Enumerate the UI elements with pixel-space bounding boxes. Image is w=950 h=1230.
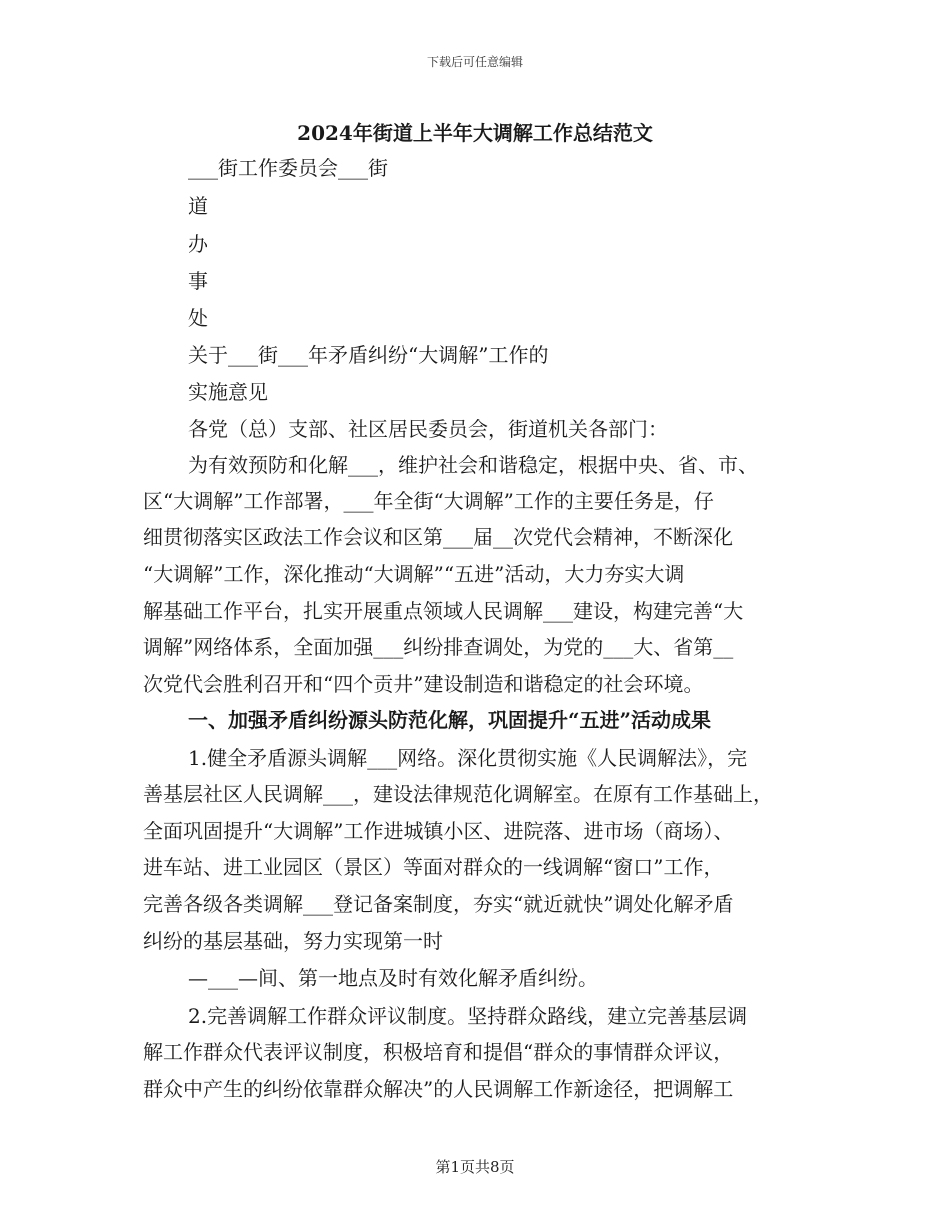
page-footer: 第1页共8页: [435, 1158, 515, 1176]
paragraph-line: 调解”网络体系，全面加强___纠纷排查调处，为党的___大、省第__: [143, 635, 734, 659]
paragraph-line: 次党代会胜利召开和“四个贡井”建设制造和谐稳定的社会环境。: [143, 672, 704, 696]
paragraph-line: 解基础工作平台，扎实开展重点领域人民调解___建设，构建完善“大: [143, 599, 744, 623]
paragraph-line: 区“大调解”工作部署，___年全街“大调解”工作的主要任务是，仔: [143, 489, 714, 513]
body-line: 关于___街___年矛盾纠纷“大调解”工作的: [188, 343, 549, 367]
paragraph-line: 为有效预防和化解___，维护社会和谐稳定，根据中央、省、市、: [188, 453, 758, 477]
body-line: 处: [188, 306, 208, 330]
paragraph-line: 善基层社区人民调解___，建设法律规范化调解室。在原有工作基础上，: [143, 782, 773, 806]
paragraph-line: 全面巩固提升“大调解”工作进城镇小区、进院落、进市场（商场）、: [143, 819, 734, 843]
paragraph-line: 纠纷的基层基础，努力实现第一时: [143, 929, 443, 953]
paragraph-line: 1.健全矛盾源头调解___网络。深化贯彻实施《人民调解法》，完: [188, 746, 748, 770]
salutation-line: 各党（总）支部、社区居民委员会，街道机关各部门：: [188, 417, 668, 441]
header-note: 下载后可任意编辑: [426, 55, 523, 69]
paragraph-line: 解工作群众代表评议制度，积极培育和提倡“群众的事情群众评议，: [143, 1040, 734, 1064]
paragraph-line: 细贯彻落实区政法工作会议和区第___届__次党代会精神，不断深化: [143, 525, 733, 549]
body-line: 办: [188, 232, 208, 256]
paragraph-line: 群众中产生的纠纷依靠群众解决”的人民调解工作新途径，把调解工: [143, 1077, 734, 1101]
paragraph-line: 进车站、进工业园区（景区）等面对群众的一线调解“窗口”工作，: [143, 855, 724, 879]
paragraph-line: “大调解”工作，深化推动“大调解”“五进”活动，大力夯实大调: [143, 562, 685, 586]
section-heading: 一、加强矛盾纠纷源头防范化解，巩固提升“五进”活动成果: [188, 708, 712, 732]
body-line: 实施意见: [188, 380, 268, 404]
paragraph-line: —___—间、第一地点及时有效化解矛盾纠纷。: [188, 966, 598, 990]
paragraph-line: 完善各级各类调解___登记备案制度，夯实“就近就快”调处化解矛盾: [143, 892, 734, 916]
body-line: ___街工作委员会___街: [188, 156, 388, 180]
body-line: 事: [188, 269, 208, 293]
body-line: 道: [188, 194, 208, 218]
paragraph-line: 2.完善调解工作群众评议制度。坚持群众路线，建立完善基层调: [188, 1004, 748, 1028]
document-title: 2024年街道上半年大调解工作总结范文: [297, 121, 653, 145]
